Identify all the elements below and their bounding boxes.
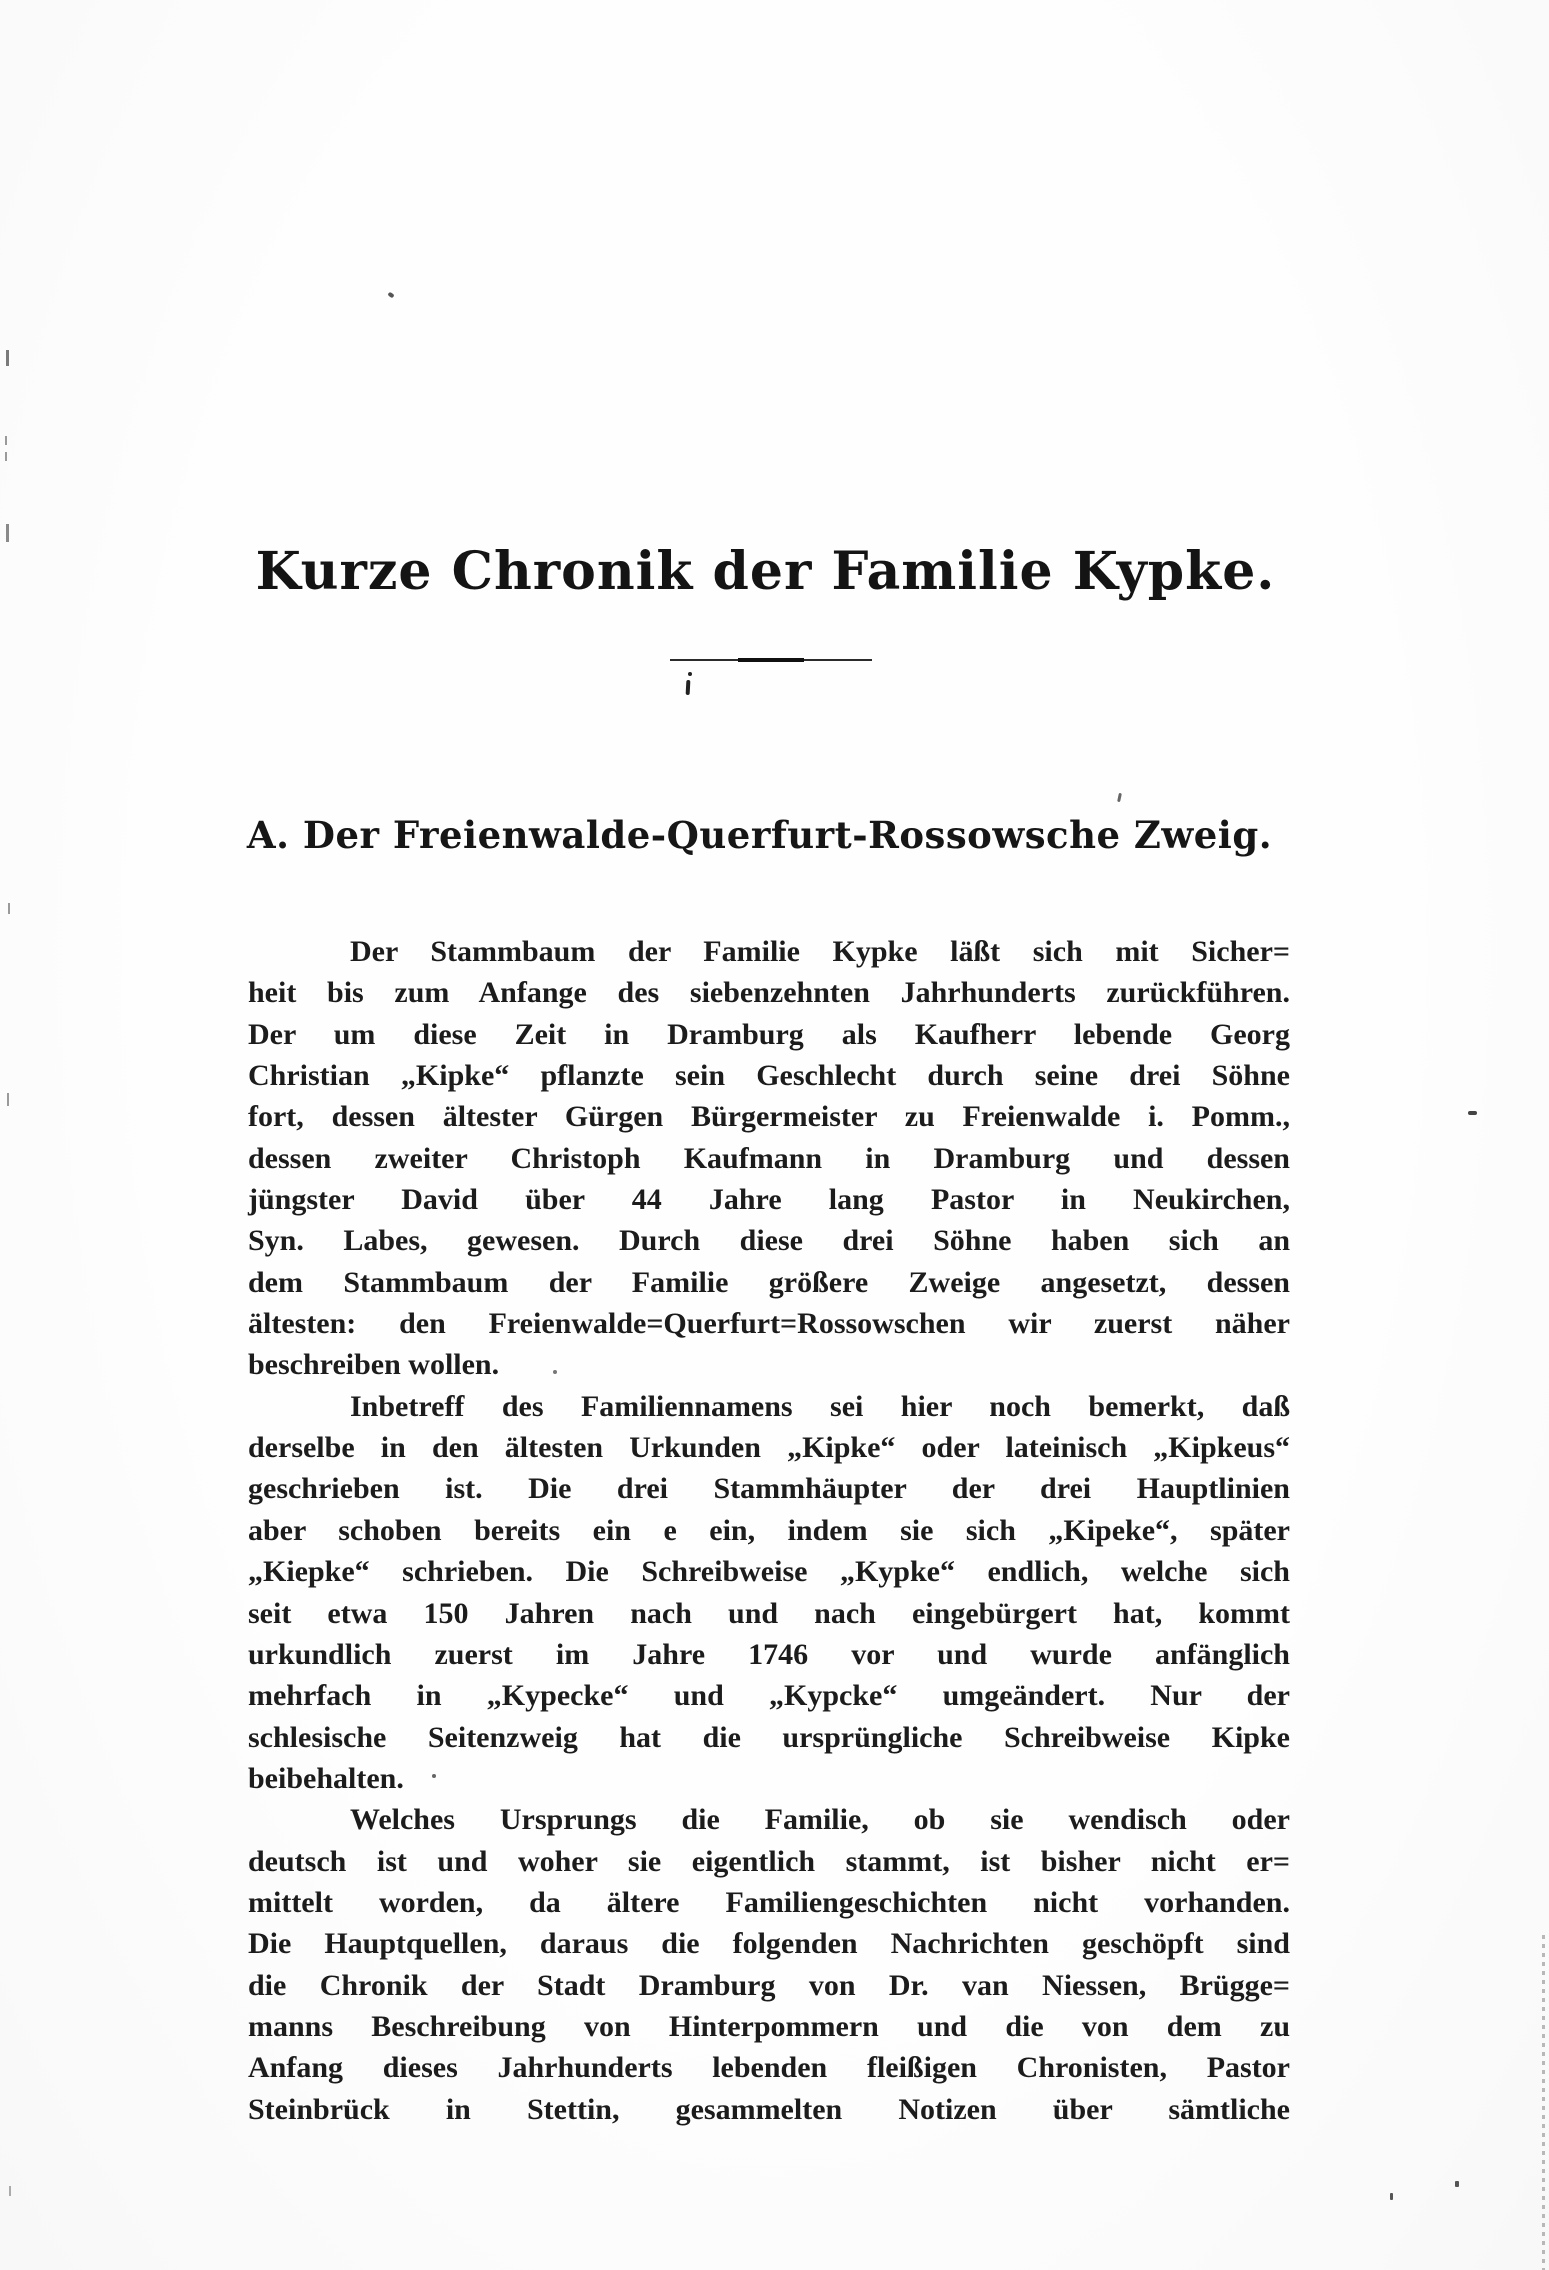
text-line: beibehalten.	[248, 1761, 404, 1795]
text-line: Welches Ursprungs die Familie, ob sie wendisch oder	[350, 1803, 1290, 1837]
body-text	[248, 931, 1290, 2130]
text-line: aber schoben bereits ein e ein, indem sie sich „Kipeke“, später	[248, 1513, 1290, 1547]
text-line: geschrieben ist. Die drei Stammhäupter der drei Hauptlinien	[248, 1472, 1290, 1506]
scan-artifact	[1117, 793, 1122, 802]
text-line: Syn. Labes, gewesen. Durch diese drei Söhne haben sich an	[248, 1224, 1290, 1258]
scan-artifact	[553, 1370, 557, 1374]
text-line: mehrfach in „Kypecke“ und „Kypcke“ umgeändert. Nur der	[248, 1679, 1290, 1713]
text-line: „Kiepke“ schrieben. Die Schreibweise „Kypke“ endlich, welche sich	[248, 1555, 1290, 1589]
scan-artifact	[6, 350, 9, 366]
section-heading: A. Der Freienwalde-Querfurt-Rossowsche Zweig.	[246, 813, 1273, 857]
text-line: manns Beschreibung von Hinterpommern und die von dem zu	[248, 2009, 1290, 2043]
text-line: deutsch ist und woher sie eigentlich stammt, ist bisher nicht er=	[248, 1844, 1290, 1878]
text-line: ältesten: den Freienwalde=Querfurt=Rossowschen wir zuerst näher	[248, 1307, 1290, 1341]
title-divider-rule	[670, 658, 872, 662]
text-line: Der um diese Zeit in Dramburg als Kaufherr lebende Georg	[248, 1017, 1290, 1051]
text-line: schlesische Seitenzweig hat die ursprüngliche Schreibweise Kipke	[248, 1720, 1290, 1754]
text-line: Die Hauptquellen, daraus die folgenden Nachrichten geschöpft sind	[248, 1927, 1290, 1961]
text-line: Inbetreff des Familiennamens sei hier noch bemerkt, daß	[350, 1389, 1290, 1423]
divider-tick-mark	[686, 680, 691, 695]
scan-artifact	[5, 436, 7, 445]
scan-artifact	[7, 1093, 9, 1106]
scan-artifact	[432, 1774, 436, 1778]
scan-artifact	[9, 2186, 11, 2196]
page-title: Kurze Chronik der Familie Kypke.	[255, 541, 1276, 602]
text-line: jüngster David über 44 Jahre lang Pastor in Neukirchen,	[248, 1183, 1290, 1217]
scan-artifact	[1455, 2181, 1459, 2187]
text-line: Anfang dieses Jahrhunderts lebenden fleißigen Chronisten, Pastor	[248, 2051, 1290, 2085]
text-line: mittelt worden, da ältere Familiengeschichten nicht vorhanden.	[248, 1885, 1290, 1919]
scan-artifact	[1390, 2193, 1393, 2200]
scan-artifact	[6, 524, 9, 542]
scan-artifact	[387, 292, 394, 299]
text-line: Christian „Kipke“ pflanzte sein Geschlecht durch seine drei Söhne	[248, 1059, 1290, 1093]
text-line: dem Stammbaum der Familie größere Zweige angesetzt, dessen	[248, 1265, 1290, 1299]
scan-edge-line	[1542, 1935, 1545, 2270]
text-line: derselbe in den ältesten Urkunden „Kipke“ oder lateinisch „Kipkeus“	[248, 1431, 1290, 1465]
text-line: dessen zweiter Christoph Kaufmann in Dramburg und dessen	[248, 1141, 1290, 1175]
text-line: fort, dessen ältester Gürgen Bürgermeister zu Freienwalde i. Pomm.,	[248, 1100, 1290, 1134]
divider-tick-mark-dot	[688, 672, 692, 676]
text-line: die Chronik der Stadt Dramburg von Dr. van Niessen, Brügge=	[248, 1968, 1290, 2002]
text-line: heit bis zum Anfange des siebenzehnten Jahrhunderts zurückführen.	[248, 976, 1290, 1010]
scan-artifact	[8, 903, 10, 914]
text-line: urkundlich zuerst im Jahre 1746 vor und wurde anfänglich	[248, 1637, 1290, 1671]
text-line: seit etwa 150 Jahren nach und nach eingebürgert hat, kommt	[248, 1596, 1290, 1630]
text-line: Der Stammbaum der Familie Kypke läßt sich mit Sicher=	[350, 935, 1290, 968]
text-line: beschreiben wollen.	[248, 1348, 500, 1382]
scan-artifact	[1468, 1111, 1477, 1115]
scan-artifact	[5, 452, 7, 461]
text-line: Steinbrück in Stettin, gesammelten Notizen über sämtliche	[248, 2092, 1290, 2126]
